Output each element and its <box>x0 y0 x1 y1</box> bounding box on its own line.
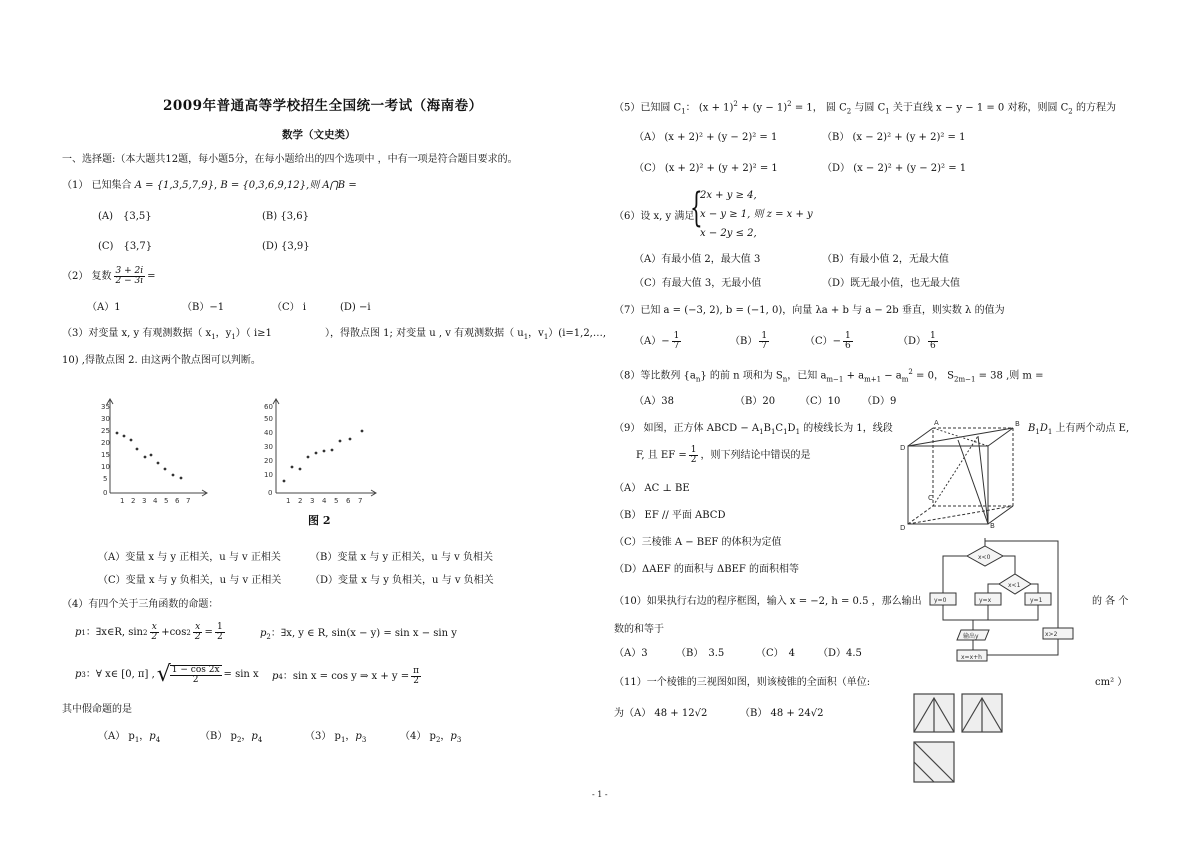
question-1-option-a: (A) {3,5} <box>98 211 152 222</box>
question-10-option-d: （D）4.5 <box>818 648 862 659</box>
question-9-option-b: （B） EF // 平面 ABCD <box>614 510 726 521</box>
fraction: $\frac{3 + 2i}{2 - 3i}$ <box>115 266 144 287</box>
svg-text:7: 7 <box>358 497 363 505</box>
question-8-stem: （8）等比数列 $\{a_n\}$ 的前 n 项和为 $S_n$，已知 $a_{m-1} + a_{m+1} - a_m^2 = 0$， $S_{2m-1} = 38$ ,则 m = <box>614 368 1044 384</box>
scatter-point <box>331 449 334 452</box>
svg-text:D: D <box>900 524 906 532</box>
question-7-option-d: （D） $\frac{1}{6}$ <box>898 331 936 352</box>
question-11-option-a: 为（A） 48 + 12√2 <box>614 708 708 719</box>
question-7-stem: （7）已知 a = (−3, 2), b = (−1, 0)，向量 λa + b 与 a − 2b 垂直，则实数 λ 的值为 <box>614 305 1005 316</box>
question-5-stem: （5）已知圆 $C_1$： $(x + 1)^2 + (y - 1)^2 = 1$， 圆 $C_2$ 与圆 $C_1$ 关于直线 x − y − 1 = 0 对称，则圆 $C_2$ 的方程为 <box>614 100 1116 116</box>
scatter-point <box>123 435 126 438</box>
svg-text:0: 0 <box>103 489 108 497</box>
question-8-option-d: （D）9 <box>862 396 897 407</box>
scatter-point <box>144 456 147 459</box>
figure-2-label: 图 2 <box>308 514 331 527</box>
question-10-option-b: （B） 3.5 <box>676 648 725 659</box>
svg-text:50: 50 <box>264 415 273 423</box>
question-1-option-d: (D) {3,9} <box>262 241 310 252</box>
scatter-point <box>150 454 153 457</box>
svg-text:6: 6 <box>346 497 351 505</box>
question-5-option-d: （D） (x − 2)² + (y − 2)² = 1 <box>822 163 967 174</box>
scatter-point <box>157 462 160 465</box>
scatter-point <box>283 480 286 483</box>
svg-text:3: 3 <box>142 497 147 505</box>
question-6-option-c: （C）有最大值 3，无最小值 <box>634 278 762 289</box>
scatter-point <box>315 452 318 455</box>
svg-text:D: D <box>900 444 906 452</box>
section-heading: 一、选择题:（本大题共12题，每小题5分，在每小题给出的四个选项中 ，中有一项是符合题目要求的。 <box>62 154 518 165</box>
svg-text:3: 3 <box>310 497 315 505</box>
question-6-stem: （6）设 x, y 满足 <box>614 211 695 222</box>
question-1-option-b: (B) {3,6} <box>262 211 309 222</box>
svg-text:4: 4 <box>153 497 158 505</box>
scatter-point <box>307 456 310 459</box>
svg-text:20: 20 <box>264 457 273 465</box>
page-number: - 1 - <box>592 790 608 799</box>
system-brace: { <box>690 185 703 231</box>
svg-text:15: 15 <box>101 451 110 459</box>
svg-text:40: 40 <box>264 429 273 437</box>
question-1-stem: （1） 已知集合 A = {1,3,5,7,9}, B = {0,3,6,9,12},则 A⋂B = <box>62 180 357 191</box>
svg-text:C: C <box>928 494 933 502</box>
svg-text:B: B <box>1015 420 1020 428</box>
question-5-option-c: （C） (x + 2)² + (y + 2)² = 1 <box>634 163 778 174</box>
svg-text:2: 2 <box>298 497 303 505</box>
question-9-line-2: F, 且 EF = $\frac{1}{2}$ ，则下列结论中错误的是 <box>636 445 811 466</box>
question-3-option-a: （A）变量 x 与 y 正相关，u 与 v 正相关 <box>98 552 281 563</box>
svg-text:x=x+h: x=x+h <box>961 654 982 661</box>
question-3-option-c: （C）变量 x 与 y 负相关，u 与 v 正相关 <box>98 575 282 586</box>
scatter-point <box>349 438 352 441</box>
question-3-line-1-tail: ），得散点图 1; 对变量 u , v 有观测数据（ $u_1$，$v_1)(i=1,2,\dots$, <box>325 328 607 341</box>
svg-text:60: 60 <box>264 403 273 411</box>
question-3-option-b: （B）变量 x 与 y 正相关，u 与 v 负相关 <box>310 552 493 563</box>
question-4-false-label: 其中假命题的是 <box>62 704 132 715</box>
question-4-option-d: （4） $p_2$，$p_3$ <box>400 731 462 744</box>
scatter-point <box>172 474 175 477</box>
question-10-stem: （10）如果执行右边的程序框图，输入 x = −2, h = 0.5 ，那么输出 <box>614 596 922 607</box>
question-9-stem-tail: $B_1D_1$ 上有两个动点 E, <box>1028 423 1130 436</box>
question-9-stem: （9） 如图，正方体 ABCD − $A_1B_1C_1D_1$ 的棱线长为 1，线段 <box>614 423 893 436</box>
svg-text:30: 30 <box>264 443 273 451</box>
question-10-line-2: 数的和等于 <box>614 624 664 635</box>
svg-text:5: 5 <box>164 497 169 505</box>
scatter-point <box>164 468 167 471</box>
question-2-option-b: （B）−1 <box>182 302 225 313</box>
svg-text:y=0: y=0 <box>934 597 947 604</box>
question-8-option-a: （A）38 <box>634 396 674 407</box>
question-3-line-1: （3）对变量 x, y 有观测数据（ $x_1$，$y_1$）（ i≥1 <box>62 328 272 341</box>
question-11-stem: （11）一个棱锥的三视图如图，则该棱锥的全面积（单位: <box>614 677 871 688</box>
svg-text:30: 30 <box>101 415 110 423</box>
question-4-stem: （4）有四个关于三角函数的命题： <box>62 599 219 610</box>
svg-text:7: 7 <box>186 497 191 505</box>
svg-text:1: 1 <box>120 497 125 505</box>
svg-text:y=1: y=1 <box>1030 597 1043 604</box>
svg-text:2: 2 <box>131 497 136 505</box>
svg-text:35: 35 <box>101 403 110 411</box>
question-7-option-a: （A）− $\frac{1}{7}$ <box>634 331 680 352</box>
question-3-option-d: （D）变量 x 与 y 负相关，u 与 v 负相关 <box>310 575 494 586</box>
question-5-option-a: （A） (x + 2)² + (y − 2)² = 1 <box>634 132 778 143</box>
question-11-option-b: （B） 48 + 24√2 <box>740 708 824 719</box>
scatter-point <box>130 439 133 442</box>
svg-text:A: A <box>934 419 939 427</box>
question-9-option-d: （D）ΔAEF 的面积与 ΔBEF 的面积相等 <box>614 564 800 575</box>
svg-text:1: 1 <box>286 497 291 505</box>
question-2-option-d: (D) −i <box>340 302 371 313</box>
scatter-point <box>136 448 139 451</box>
svg-text:y=x: y=x <box>979 597 992 604</box>
question-2-option-c: （C） i <box>272 302 307 313</box>
cube-figure <box>898 416 1026 534</box>
question-2-option-a: （A）1 <box>87 302 121 313</box>
svg-text:4: 4 <box>322 497 327 505</box>
question-2-stem: （2） 复数 $\frac{3 + 2i}{2 - 3i}$ = <box>62 266 156 287</box>
svg-text:x<0: x<0 <box>978 554 991 561</box>
question-6-option-d: （D）既无最小值，也无最大值 <box>822 278 961 289</box>
question-10-option-c: （C） 4 <box>756 648 796 659</box>
question-1-option-c: (C) {3,7} <box>98 241 153 252</box>
proposition-p4: p 4 ：sin x = cos y ⇒ x + y = $\frac{\pi}{2}$ <box>272 666 420 687</box>
question-4-option-c: （3） $p_1$，$p_3$ <box>305 731 367 744</box>
constraint-2: x − y ≥ 1, 则 z = x + y <box>700 209 813 220</box>
svg-text:10: 10 <box>264 471 273 479</box>
svg-text:20: 20 <box>101 439 110 447</box>
svg-text:5: 5 <box>103 475 108 483</box>
question-8-option-b: （B）20 <box>735 396 776 407</box>
question-11-unit: cm² ） <box>1095 677 1128 688</box>
question-6-option-a: （A）有最小值 2，最大值 3 <box>634 254 761 265</box>
scatter-point <box>180 477 183 480</box>
scatter-plot-2 <box>258 395 383 505</box>
question-7-option-c: （C）− $\frac{1}{6}$ <box>805 331 851 352</box>
constraint-3: x − 2y ≤ 2, <box>700 228 757 239</box>
question-10-option-a: （A）3 <box>614 648 648 659</box>
question-4-option-a: （A） $p_1$，$p_4$ <box>98 731 161 744</box>
scatter-point <box>291 466 294 469</box>
svg-text:B: B <box>990 522 995 530</box>
svg-text:10: 10 <box>101 463 110 471</box>
proposition-p2: $p_2$：∃x, y ∈ R, sin(x − y) = sin x − sin y <box>260 628 457 641</box>
question-7-option-b: （B） $\frac{1}{7}$ <box>730 331 768 352</box>
question-6-option-b: （B）有最小值 2，无最大值 <box>822 254 949 265</box>
scatter-point <box>299 468 302 471</box>
page-subtitle: 数学（文史类） <box>282 129 356 141</box>
question-9-option-a: （A） AC ⊥ BE <box>614 483 690 494</box>
proposition-p3: p 3 ：∀ x∈ [0, π] , √ $\frac{1 - \cos 2x}{2}$ = sin x <box>75 662 259 687</box>
question-5-option-b: （B） (x − 2)² + (y + 2)² = 1 <box>822 132 966 143</box>
svg-text:25: 25 <box>101 427 110 435</box>
scatter-point <box>339 440 342 443</box>
svg-text:6: 6 <box>175 497 180 505</box>
svg-text:x>2: x>2 <box>1045 631 1058 638</box>
scatter-point <box>361 430 364 433</box>
flowchart-figure <box>925 538 1075 668</box>
scatter-point <box>323 450 326 453</box>
svg-text:0: 0 <box>268 489 273 497</box>
svg-text:5: 5 <box>334 497 339 505</box>
question-3-line-2: 10) ,得散点图 2. 由这两个散点图可以判断。 <box>62 355 261 366</box>
three-view-figure <box>910 690 1010 786</box>
scatter-plot-1 <box>95 395 215 505</box>
question-8-option-c: （C）10 <box>800 396 841 407</box>
proposition-p1: p 1 ：∃x∈R, sin 2 $\frac{x}{2}$ +cos 2 $\frac{x}{2}$ = $\frac{1}{2}$ <box>75 622 223 643</box>
scatter-point <box>116 432 119 435</box>
constraint-1: 2x + y ≥ 4, <box>700 190 757 201</box>
question-10-stem-tail: 的 各 个 <box>1092 596 1129 607</box>
question-4-option-b: （B） $p_2$，$p_4$ <box>200 731 263 744</box>
page-title: 2009年普通高等学校招生全国统一考试（海南卷） <box>163 98 483 114</box>
svg-text:输出y: 输出y <box>963 633 979 640</box>
question-9-option-c: （C）三棱锥 A − BEF 的体积为定值 <box>614 537 782 548</box>
svg-text:x<1: x<1 <box>1008 582 1021 589</box>
